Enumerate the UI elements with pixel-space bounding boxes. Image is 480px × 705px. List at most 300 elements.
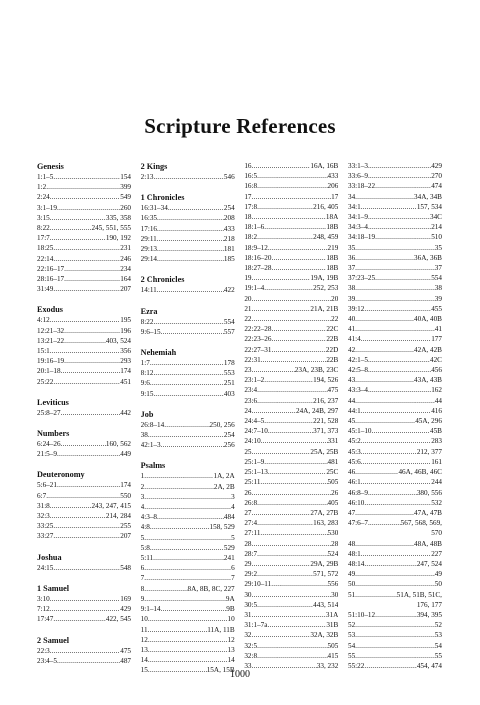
scripture-ref: 23:4–5 bbox=[37, 656, 57, 665]
scripture-ref: 9:6–15 bbox=[140, 327, 161, 336]
index-entry bbox=[348, 304, 442, 314]
index-entry bbox=[244, 334, 338, 344]
index-entry bbox=[141, 368, 235, 378]
page-refs: 40A, 40B bbox=[414, 315, 442, 324]
leader-dots bbox=[361, 202, 417, 212]
section-gap bbox=[141, 450, 235, 460]
scripture-ref: 45 bbox=[347, 417, 356, 426]
index-entry bbox=[348, 559, 442, 569]
page-refs: 32A, 32B bbox=[310, 631, 339, 640]
page-refs: 371, 373 bbox=[313, 427, 339, 436]
leader-dots bbox=[355, 590, 396, 600]
leader-dots bbox=[271, 579, 327, 589]
index-entry bbox=[141, 553, 235, 563]
page-refs: 22D bbox=[325, 345, 339, 354]
leader-dots bbox=[264, 416, 313, 426]
leader-dots bbox=[267, 620, 326, 630]
scripture-ref: 8:12 bbox=[140, 369, 154, 378]
scripture-ref: 46:8–9 bbox=[347, 488, 368, 497]
leader-dots bbox=[252, 559, 311, 569]
page-refs: 3 bbox=[231, 492, 235, 501]
leader-dots bbox=[168, 203, 224, 213]
scripture-ref: 20:1–18 bbox=[37, 367, 61, 376]
scripture-ref: 46:10 bbox=[347, 498, 365, 507]
scripture-ref: 42:1–5 bbox=[347, 355, 368, 364]
scripture-ref: 42 bbox=[347, 345, 356, 354]
index-entry bbox=[141, 203, 235, 213]
page-refs: 9B bbox=[226, 605, 235, 614]
index-entry bbox=[348, 314, 442, 324]
leader-dots bbox=[153, 389, 223, 399]
page-refs: 456 bbox=[431, 366, 442, 375]
page-refs: 415 bbox=[327, 651, 339, 660]
scripture-ref: 34:3–4 bbox=[347, 223, 368, 232]
leader-dots bbox=[252, 304, 311, 314]
index-entry bbox=[141, 254, 235, 264]
leader-dots bbox=[144, 502, 231, 512]
scripture-ref: 3:1–19 bbox=[37, 203, 57, 212]
index-entry bbox=[348, 610, 442, 620]
scripture-ref: 20 bbox=[244, 294, 252, 303]
leader-dots bbox=[271, 324, 326, 334]
book-heading: Deuteronomy bbox=[37, 470, 85, 480]
leader-dots bbox=[264, 222, 326, 232]
leader-dots bbox=[271, 263, 326, 273]
leader-dots bbox=[161, 440, 224, 450]
index-entry bbox=[37, 408, 131, 418]
scripture-ref: 4:8 bbox=[140, 523, 150, 532]
leader-dots bbox=[355, 263, 435, 273]
scripture-ref: 36 bbox=[347, 253, 356, 262]
index-entry bbox=[37, 233, 131, 243]
leader-dots bbox=[375, 181, 431, 191]
leader-dots bbox=[53, 531, 120, 541]
scripture-ref: 19:1–4 bbox=[244, 284, 265, 293]
leader-dots bbox=[57, 480, 120, 490]
leader-dots bbox=[148, 430, 224, 440]
index-entry bbox=[244, 457, 338, 467]
page-refs: 18B bbox=[326, 264, 339, 273]
page-refs: 43A, 43B bbox=[414, 376, 442, 385]
page-title: Scripture References bbox=[144, 114, 336, 138]
leader-dots bbox=[50, 346, 120, 356]
index-entry bbox=[244, 345, 338, 355]
index-entry bbox=[141, 440, 235, 450]
scripture-ref: 6 bbox=[140, 564, 145, 573]
scripture-ref: 24 bbox=[244, 406, 252, 415]
page-refs: 158, 529 bbox=[209, 523, 235, 532]
index-entry bbox=[244, 508, 338, 518]
scripture-ref: 45:6 bbox=[347, 457, 361, 466]
page-refs: 246 bbox=[120, 254, 131, 263]
scripture-ref: 53 bbox=[347, 631, 356, 640]
index-entry bbox=[244, 518, 338, 528]
index-entry bbox=[37, 480, 131, 490]
leader-dots bbox=[368, 355, 430, 365]
index-entry bbox=[37, 243, 131, 253]
scripture-ref: 1:7 bbox=[140, 359, 150, 368]
page-refs: 510 bbox=[431, 233, 442, 242]
index-entry bbox=[348, 518, 442, 528]
leader-dots bbox=[260, 528, 327, 538]
scripture-ref: 6:7 bbox=[37, 491, 47, 500]
leader-dots bbox=[50, 511, 106, 521]
page-refs: 335, 358 bbox=[105, 213, 131, 222]
leader-dots bbox=[157, 213, 224, 223]
book-heading: Exodus bbox=[37, 305, 63, 315]
page-refs: 157, 534 bbox=[416, 202, 442, 211]
page-refs: 380, 556 bbox=[416, 488, 442, 497]
page-refs: 15A, 15B bbox=[206, 666, 235, 675]
scripture-ref: 33 bbox=[244, 661, 252, 670]
index-entry bbox=[244, 426, 338, 436]
leader-dots bbox=[150, 543, 224, 553]
leader-dots bbox=[53, 614, 105, 624]
scripture-ref: 17:7 bbox=[37, 234, 50, 243]
scripture-ref: 12 bbox=[140, 635, 148, 644]
leader-dots bbox=[271, 334, 326, 344]
index-entry bbox=[141, 327, 235, 337]
scripture-ref: 17:8 bbox=[244, 202, 258, 211]
page-refs: 42A, 42B bbox=[414, 345, 442, 354]
page-refs: 46A, 46B, 46C bbox=[398, 468, 442, 477]
index-entry bbox=[244, 161, 338, 171]
index-entry bbox=[141, 563, 235, 573]
page-refs: 48A, 48B bbox=[414, 539, 442, 548]
leader-dots bbox=[355, 579, 435, 589]
leader-dots bbox=[257, 202, 313, 212]
index-entry bbox=[244, 273, 338, 283]
scripture-ref: 24:7–10 bbox=[244, 427, 268, 436]
section-gap bbox=[37, 387, 131, 397]
page-refs: 14 bbox=[227, 656, 235, 665]
page-refs: 245, 551, 555 bbox=[91, 224, 131, 233]
index-entry bbox=[348, 232, 442, 242]
index-entry bbox=[244, 396, 338, 406]
index-entry bbox=[141, 655, 235, 665]
index-entry bbox=[348, 253, 442, 263]
leader-dots bbox=[150, 522, 210, 532]
scripture-ref: 4 bbox=[140, 503, 145, 512]
leader-dots bbox=[364, 304, 431, 314]
leader-dots bbox=[53, 172, 120, 182]
leader-dots bbox=[53, 284, 120, 294]
leader-dots bbox=[257, 641, 327, 651]
leader-dots bbox=[153, 553, 224, 563]
index-entry bbox=[244, 590, 338, 600]
index-entry bbox=[244, 232, 338, 242]
page-refs: 505 bbox=[327, 478, 339, 487]
scripture-ref: 40 bbox=[347, 315, 356, 324]
index-entry bbox=[244, 355, 338, 365]
scripture-ref: 41:4 bbox=[347, 335, 361, 344]
leader-dots bbox=[57, 449, 120, 459]
scripture-ref: 18:9–12 bbox=[244, 243, 268, 252]
index-entry bbox=[141, 645, 235, 655]
leader-dots bbox=[361, 477, 431, 487]
index-entry bbox=[141, 543, 235, 553]
page-refs: 45A, 296 bbox=[415, 417, 442, 426]
page-refs: 250, 256 bbox=[209, 420, 235, 429]
page-refs: 405 bbox=[327, 498, 339, 507]
scripture-ref: 24:10 bbox=[244, 437, 261, 446]
scripture-ref: 31:49 bbox=[37, 285, 54, 294]
page-refs: 234 bbox=[120, 264, 131, 273]
index-entry bbox=[37, 223, 131, 233]
page-refs: 37 bbox=[434, 264, 442, 273]
leader-dots bbox=[252, 192, 332, 202]
page-refs: 21A, 21B bbox=[310, 304, 339, 313]
page-refs: 524 bbox=[327, 549, 339, 558]
page-refs: 451 bbox=[120, 377, 131, 386]
index-entry bbox=[348, 385, 442, 395]
page-refs: 161 bbox=[431, 457, 442, 466]
scripture-ref: 29:10–11 bbox=[244, 580, 272, 589]
index-entry bbox=[244, 447, 338, 457]
leader-dots bbox=[355, 630, 435, 640]
leader-dots bbox=[161, 327, 224, 337]
scripture-ref: 22:16–17 bbox=[37, 264, 65, 273]
index-entry bbox=[348, 181, 442, 191]
leader-dots bbox=[355, 467, 398, 477]
page-refs: 571, 572 bbox=[313, 570, 339, 579]
index-entry bbox=[348, 202, 442, 212]
index-entry bbox=[37, 356, 131, 366]
page-refs: 207 bbox=[120, 285, 131, 294]
scripture-ref: 18:1–6 bbox=[244, 223, 265, 232]
leader-dots bbox=[261, 436, 328, 446]
leader-dots bbox=[260, 477, 327, 487]
index-entry bbox=[141, 234, 235, 244]
index-entry bbox=[348, 406, 442, 416]
page-refs: 283 bbox=[431, 437, 442, 446]
index-entry bbox=[37, 656, 131, 666]
scripture-ref: 29:2 bbox=[244, 570, 258, 579]
section-gap bbox=[141, 337, 235, 347]
index-entry bbox=[37, 594, 131, 604]
leader-dots bbox=[252, 161, 311, 171]
page-refs: 20 bbox=[331, 294, 339, 303]
scripture-ref: 2:13 bbox=[140, 173, 154, 181]
page-refs: 154 bbox=[120, 173, 131, 181]
page-refs: 254 bbox=[223, 431, 235, 440]
page-refs: 178 bbox=[223, 359, 235, 368]
scripture-ref: 32 bbox=[244, 631, 252, 640]
book-heading: Joshua bbox=[37, 552, 62, 562]
scripture-ref: 3 bbox=[140, 492, 145, 501]
scripture-ref: 22:27–31 bbox=[244, 345, 272, 354]
leader-dots bbox=[257, 171, 327, 181]
page-refs: 31B bbox=[326, 621, 339, 630]
leader-dots bbox=[153, 317, 223, 327]
index-entry bbox=[244, 243, 338, 253]
book-heading: Psalms bbox=[140, 461, 166, 471]
page-refs: 260 bbox=[120, 203, 131, 212]
index-entry bbox=[37, 614, 131, 624]
scripture-ref: 27:4 bbox=[244, 519, 258, 528]
page-refs: 39 bbox=[434, 294, 442, 303]
page-refs: 1A, 2A bbox=[213, 472, 235, 481]
index-entry bbox=[141, 378, 235, 388]
leader-dots bbox=[355, 253, 414, 263]
scripture-ref: 23:6 bbox=[244, 396, 258, 405]
leader-dots bbox=[261, 355, 327, 365]
leader-dots bbox=[144, 584, 187, 594]
scripture-ref: 5:11 bbox=[140, 554, 154, 563]
page-refs: 25A, 25B bbox=[310, 447, 339, 456]
index-entry bbox=[348, 263, 442, 273]
index-entry bbox=[37, 511, 131, 521]
leader-dots bbox=[148, 614, 228, 624]
leader-dots bbox=[157, 234, 224, 244]
scripture-ref: 25:1–13 bbox=[244, 468, 268, 477]
page-refs: 429 bbox=[120, 605, 131, 614]
index-entry bbox=[37, 284, 131, 294]
page-refs: 243, 247, 415 bbox=[91, 501, 131, 510]
index-entry bbox=[244, 406, 338, 416]
index-entry bbox=[37, 366, 131, 376]
scripture-ref: 8 bbox=[140, 584, 145, 593]
page-refs: 556 bbox=[327, 580, 339, 589]
index-entry bbox=[348, 426, 442, 436]
scripture-ref: 27:11 bbox=[244, 529, 261, 538]
page-refs: 162 bbox=[431, 386, 442, 395]
page-refs: 177 bbox=[431, 335, 442, 344]
index-entry bbox=[348, 457, 442, 467]
page-refs: 54 bbox=[434, 641, 442, 650]
leader-dots bbox=[252, 610, 326, 620]
page-refs: 174 bbox=[120, 367, 131, 376]
scripture-ref: 1:2 bbox=[37, 183, 47, 192]
index-entry bbox=[141, 635, 235, 645]
leader-dots bbox=[355, 641, 435, 651]
index-entry bbox=[348, 620, 442, 630]
index-entry bbox=[37, 521, 131, 531]
page-refs: 433 bbox=[327, 172, 339, 181]
index-entry bbox=[348, 355, 442, 365]
page-refs: 293 bbox=[120, 357, 131, 366]
scripture-ref: 16:5 bbox=[244, 172, 258, 181]
leader-dots bbox=[375, 610, 417, 620]
page-refs: 190, 192 bbox=[105, 234, 131, 243]
scripture-ref: 46 bbox=[347, 468, 356, 477]
scripture-ref: 24:4–5 bbox=[244, 417, 265, 426]
leader-dots bbox=[64, 356, 120, 366]
index-entry bbox=[37, 274, 131, 284]
scripture-ref: 18 bbox=[244, 213, 252, 222]
scripture-ref: 55:22 bbox=[347, 661, 365, 670]
page-refs: 174 bbox=[120, 481, 131, 490]
leader-dots bbox=[368, 385, 431, 395]
scripture-ref: 33:1–3 bbox=[347, 162, 368, 170]
page-refs: 41 bbox=[434, 325, 442, 334]
index-entry bbox=[37, 439, 131, 449]
book-heading: Job bbox=[140, 409, 154, 419]
scripture-ref: 6:24–26 bbox=[37, 440, 61, 449]
index-entry bbox=[244, 569, 338, 579]
page-refs: 208 bbox=[223, 214, 235, 223]
leader-dots bbox=[252, 508, 311, 518]
leader-dots bbox=[64, 336, 106, 346]
page-refs: 474 bbox=[431, 182, 442, 191]
section-gap bbox=[37, 459, 131, 469]
page-refs: 50 bbox=[434, 580, 442, 589]
leader-dots bbox=[252, 314, 332, 324]
scripture-ref: 54 bbox=[347, 641, 356, 650]
page-refs: 6 bbox=[231, 564, 235, 573]
index-entry bbox=[37, 182, 131, 192]
scripture-ref: 14 bbox=[140, 656, 148, 665]
page-refs: 18B bbox=[326, 253, 339, 262]
scripture-ref: 29:11 bbox=[140, 234, 157, 243]
index-entry bbox=[141, 512, 235, 522]
scripture-ref: 4:3–8 bbox=[140, 513, 158, 522]
leader-dots bbox=[372, 426, 430, 436]
leader-dots bbox=[144, 573, 231, 583]
index-entry bbox=[244, 222, 338, 232]
page-refs: 22C bbox=[326, 325, 339, 334]
page-refs: 9A bbox=[225, 594, 235, 603]
scripture-ref: 23 bbox=[244, 366, 252, 375]
page-refs: 18A bbox=[325, 213, 339, 222]
index-entry bbox=[244, 549, 338, 559]
page-refs: 422 bbox=[223, 286, 235, 295]
book-heading: Ezra bbox=[140, 306, 158, 316]
scripture-ref: 27 bbox=[244, 508, 252, 517]
leader-dots bbox=[355, 396, 435, 406]
page-refs: 34A, 34B bbox=[414, 192, 442, 201]
leader-dots bbox=[61, 408, 121, 418]
page-refs: 29A, 29B bbox=[310, 559, 339, 568]
page-refs: 31A bbox=[325, 610, 339, 619]
scripture-ref: 32:5 bbox=[244, 641, 258, 650]
leader-dots bbox=[364, 559, 416, 569]
scripture-ref: 31 bbox=[244, 610, 252, 619]
index-entry bbox=[244, 365, 338, 375]
scripture-ref: 10 bbox=[140, 615, 148, 624]
scripture-ref: 34:1 bbox=[347, 202, 361, 211]
page-refs: 176, 177 bbox=[416, 600, 442, 609]
leader-dots bbox=[144, 594, 226, 604]
leader-dots bbox=[361, 549, 431, 559]
index-entry bbox=[37, 563, 131, 573]
index-entry bbox=[244, 324, 338, 334]
scripture-ref: 55 bbox=[347, 651, 356, 660]
section-gap bbox=[141, 264, 235, 274]
page-refs: 331 bbox=[327, 437, 339, 446]
index-entry bbox=[244, 385, 338, 395]
scripture-ref: 12:21–32 bbox=[37, 326, 65, 335]
leader-dots bbox=[355, 314, 414, 324]
leader-dots bbox=[252, 365, 295, 375]
index-entry bbox=[141, 614, 235, 624]
index-entry bbox=[141, 213, 235, 223]
index-entry bbox=[348, 467, 442, 477]
page-refs: 45B bbox=[429, 427, 442, 436]
leader-dots bbox=[375, 273, 431, 283]
leader-dots bbox=[150, 378, 224, 388]
leader-dots bbox=[355, 345, 414, 355]
scripture-ref: 7 bbox=[140, 574, 145, 583]
page-refs: 244 bbox=[431, 478, 442, 487]
page-refs: 36A, 36B bbox=[414, 253, 442, 262]
leader-dots bbox=[64, 326, 120, 336]
scripture-ref: 47:6–7 bbox=[347, 519, 368, 528]
index-entry bbox=[348, 436, 442, 446]
page-refs: 529 bbox=[223, 543, 235, 552]
page-refs: 252, 253 bbox=[313, 284, 339, 293]
leader-dots bbox=[271, 253, 326, 263]
